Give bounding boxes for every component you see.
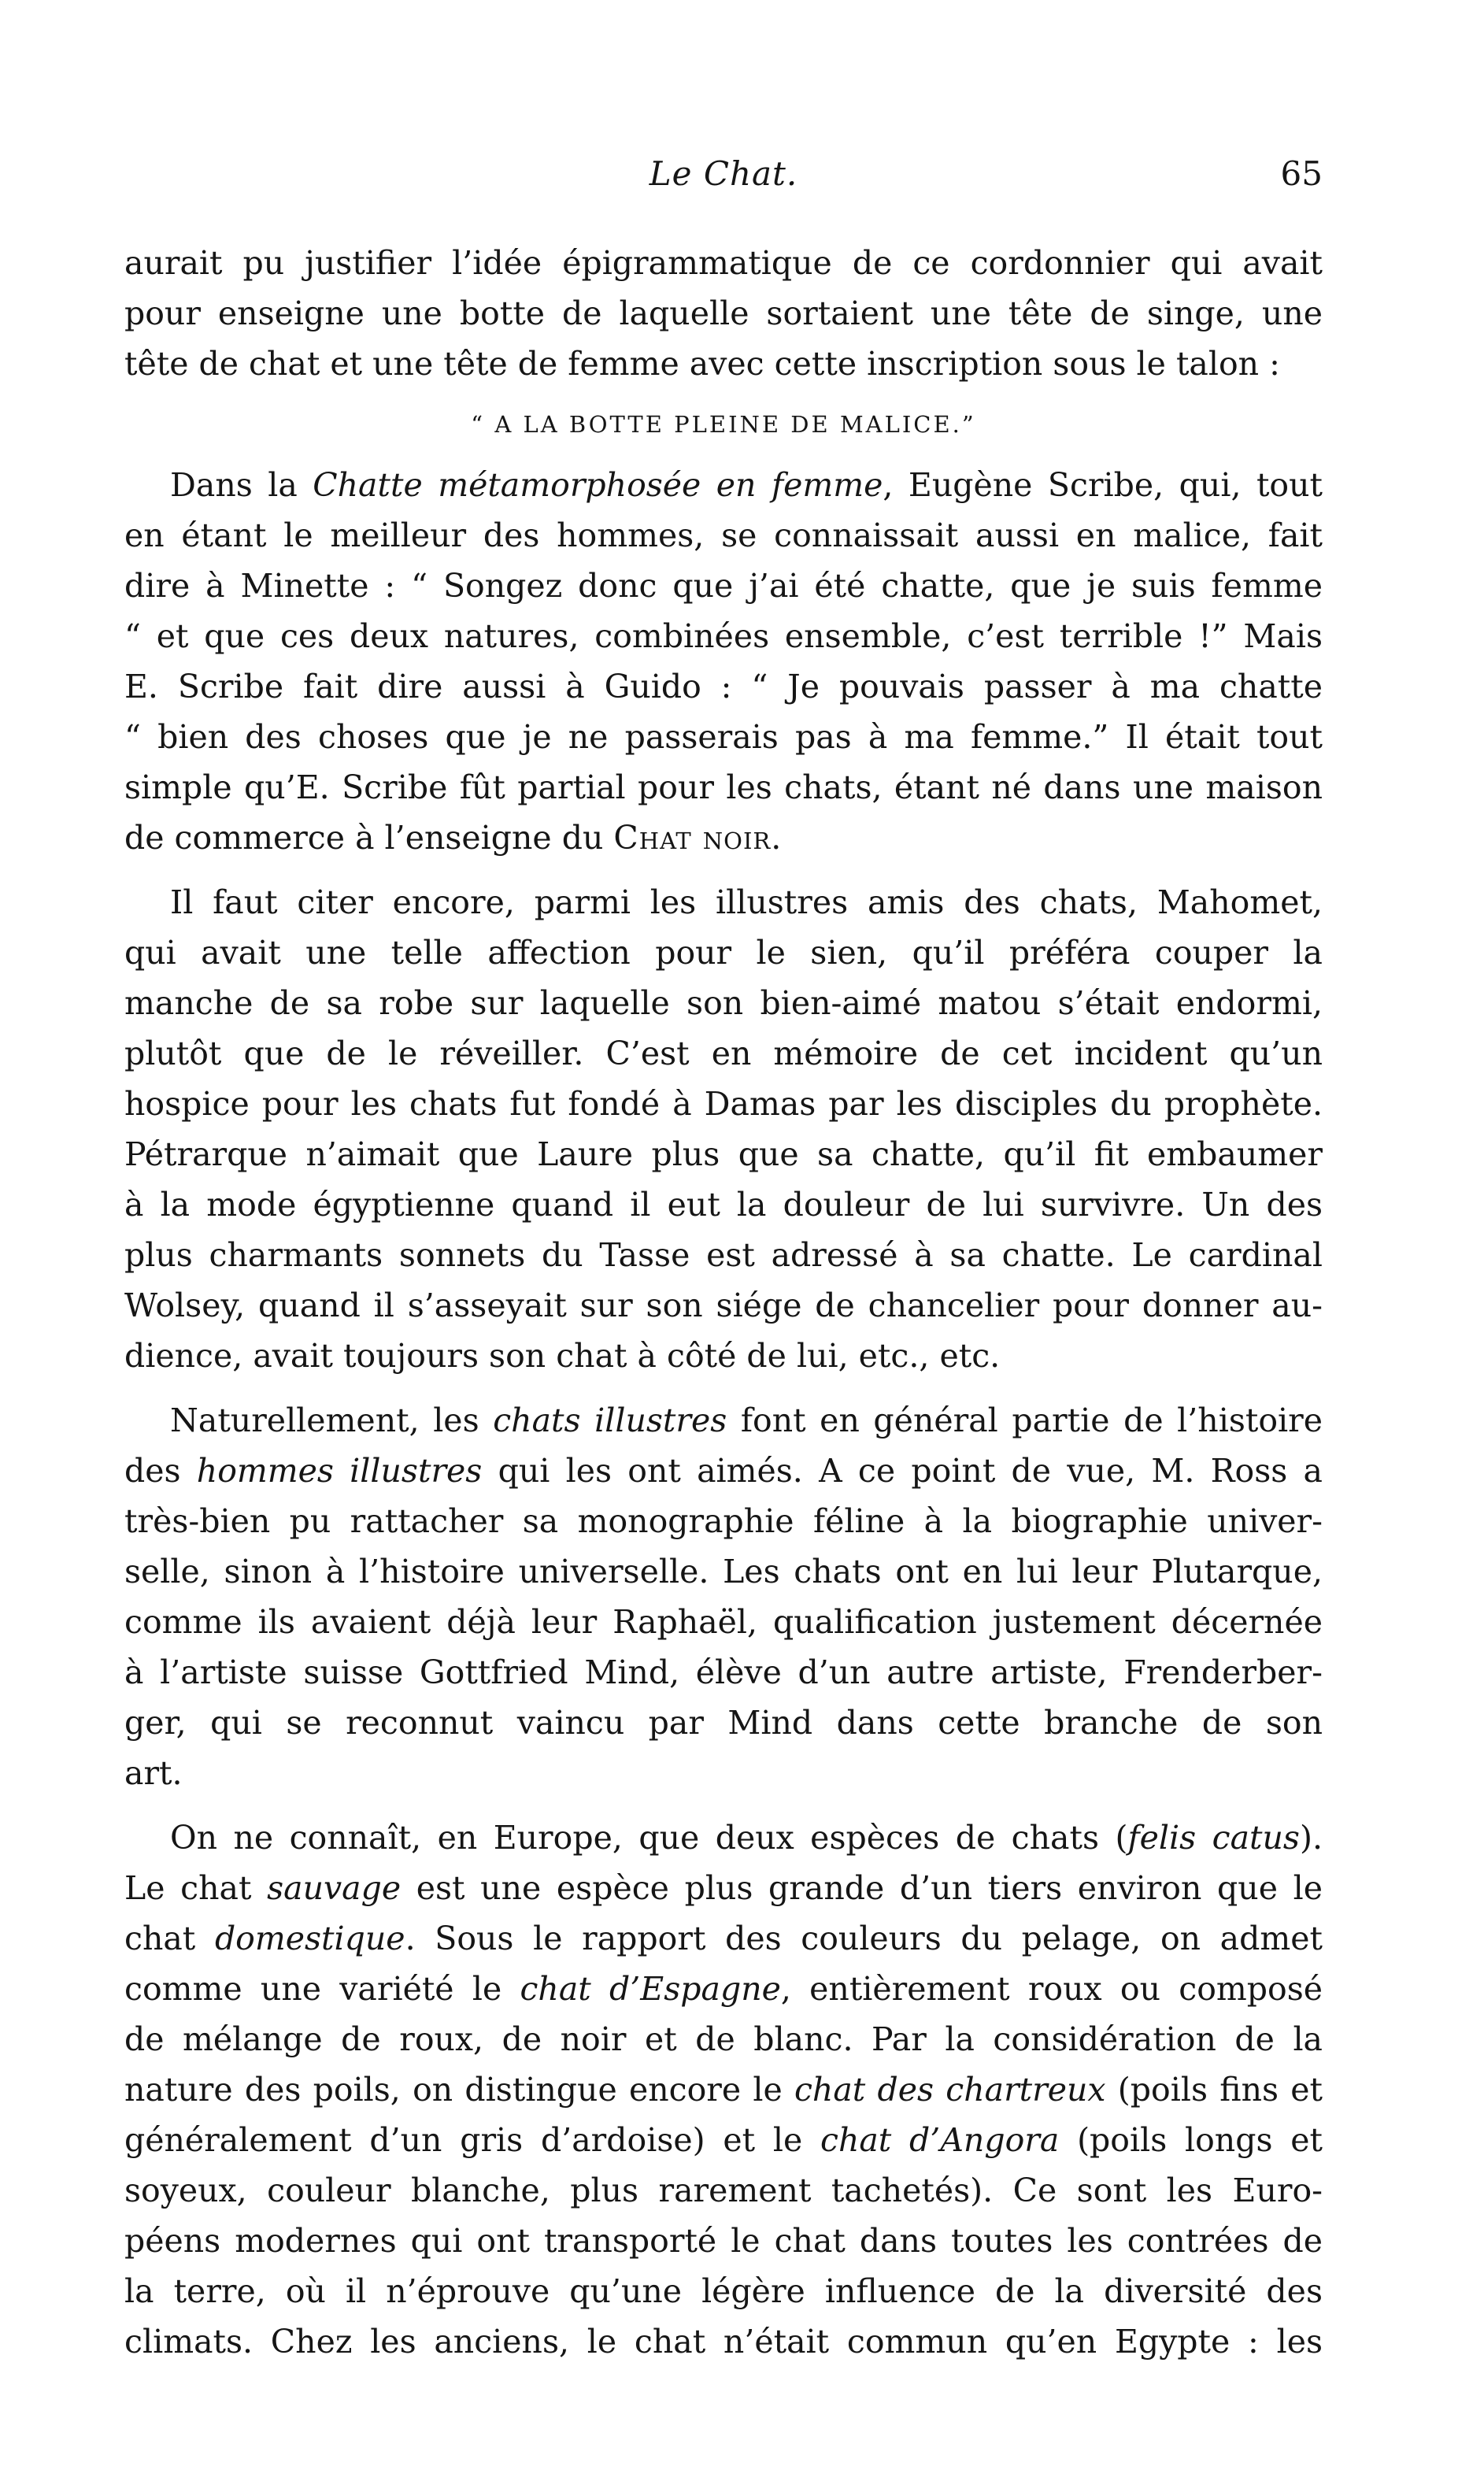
running-title: Le Chat. — [649, 154, 798, 193]
text-line: de mélange de roux, de noir et de blanc. Par la considération de la — [124, 2020, 1323, 2058]
text-run: comme une variété le — [124, 1970, 520, 2008]
text-line: péens modernes qui ont transporté le chat dans toutes les contrées de — [124, 2222, 1323, 2260]
body-text — [124, 238, 1323, 2367]
text-line — [124, 2064, 1323, 2115]
small-caps-sign: Chat noir — [613, 819, 772, 857]
italic-title: Chatte métamorphosée en femme — [313, 466, 883, 504]
text-run: Dans la — [170, 466, 313, 504]
text-run: On ne connaît, en Europe, que deux espèces de chats ( — [170, 1819, 1128, 1857]
paragraph-1 — [124, 238, 1323, 389]
paragraph-gap — [124, 1798, 1323, 1813]
text-line: plutôt que de le réveiller. C’est en mémoire de cet incident qu’un — [124, 1035, 1323, 1072]
text-line: Il faut citer encore, parmi les illustres amis des chats, Mahomet, — [170, 883, 1323, 921]
text-line: aurait pu justifier l’idée épigrammatique de ce cordonnier qui avait — [124, 244, 1323, 282]
text-line: “ bien des choses que je ne passerais pas à ma femme.” Il était tout — [124, 718, 1323, 756]
text-line: dience, avait toujours son chat à côté de lui, etc., etc. — [124, 1337, 1001, 1375]
text-run: nature des poils, on distingue encore le — [124, 2071, 794, 2109]
text-line — [124, 1446, 1323, 1496]
text-line — [124, 1395, 1323, 1446]
text-line: hospice pour les chats fut fondé à Damas par les disciples du prophète. — [124, 1085, 1323, 1123]
text-line: en étant le meilleur des hommes, se connaissait aussi en malice, fait — [124, 517, 1323, 554]
text-line — [124, 813, 1323, 863]
text-line: Pétrarque n’aimait que Laure plus que sa chatte, qu’il fit embaumer — [124, 1135, 1323, 1173]
text-run: . Sous le rapport des couleurs du pelage, on admet — [405, 1920, 1323, 1957]
text-line — [124, 1964, 1323, 2014]
paragraph-gap — [124, 863, 1323, 877]
text-run: (poils longs et — [1059, 2121, 1323, 2159]
italic-term: chat des chartreux — [794, 2071, 1106, 2109]
running-head — [124, 154, 1323, 202]
italic-term: chat d’Angora — [820, 2121, 1060, 2159]
text-line: soyeux, couleur blanche, plus rarement tachetés). Ce sont les Euro- — [124, 2172, 1323, 2209]
text-run: Le chat — [124, 1869, 268, 1907]
text-line: E. Scribe fait dire aussi à Guido : “ Je pouvais passer à ma chatte — [124, 668, 1323, 705]
text-line — [124, 1863, 1323, 1913]
text-line: climats. Chez les anciens, le chat n’était commun qu’en Egypte : les — [124, 2323, 1323, 2361]
italic-term: felis catus — [1127, 1819, 1300, 1857]
text-line: ger, qui se reconnut vaincu par Mind dans cette branche de son — [124, 1704, 1323, 1742]
inscription: “ A LA BOTTE PLEINE DE MALICE.” — [471, 411, 976, 438]
text-run: (poils fins et — [1105, 2071, 1323, 2109]
paragraph-4 — [124, 1395, 1323, 1798]
text-run: des — [124, 1452, 197, 1490]
text-line — [124, 1913, 1323, 1964]
text-run: , entièrement roux ou composé — [780, 1970, 1323, 2008]
text-line: dire à Minette : “ Songez donc que j’ai été chatte, que je suis femme — [124, 567, 1323, 605]
italic-term: domestique — [214, 1920, 405, 1957]
text-run: chat — [124, 1920, 215, 1957]
text-line: Wolsey, quand il s’asseyait sur son siége de chancelier pour donner au- — [124, 1287, 1323, 1324]
text-line: très-bien pu rattacher sa monographie féline à la biographie univer- — [124, 1502, 1323, 1540]
text-line — [124, 2115, 1323, 2165]
text-run: de commerce à l’enseigne du — [124, 819, 614, 857]
italic-phrase: hommes illustres — [196, 1452, 483, 1490]
text-line: à la mode égyptienne quand il eut la douleur de lui survivre. Un des — [124, 1186, 1323, 1224]
text-run: est une espèce plus grande d’un tiers environ que le — [401, 1869, 1323, 1907]
text-line — [124, 460, 1323, 510]
text-line: la terre, où il n’éprouve qu’une légère influence de la diversité des — [124, 2272, 1323, 2310]
text-run: . — [771, 819, 782, 857]
text-run: généralement d’un gris d’ardoise) et le — [124, 2121, 820, 2159]
italic-term: sauvage — [267, 1869, 402, 1907]
text-line: “ et que ces deux natures, combinées ensemble, c’est terrible !” Mais — [124, 617, 1323, 655]
text-line: comme ils avaient déjà leur Raphaël, qualification justement décernée — [124, 1603, 1323, 1641]
paragraph-2 — [124, 460, 1323, 863]
text-run: Naturellement, les — [170, 1402, 494, 1439]
text-line: selle, sinon à l’histoire universelle. Les chats ont en lui leur Plutarque, — [124, 1553, 1323, 1590]
text-line: art. — [124, 1754, 183, 1792]
text-line: plus charmants sonnets du Tasse est adressé à sa chatte. Le cardinal — [124, 1236, 1323, 1274]
text-run: font en général partie de l’histoire — [727, 1402, 1323, 1439]
text-run: ). — [1299, 1819, 1323, 1857]
text-line: simple qu’E. Scribe fût partial pour les chats, étant né dans une maison — [124, 768, 1323, 806]
text-line: qui avait une telle affection pour le sien, qu’il préféra couper la — [124, 934, 1323, 972]
text-run: qui les ont aimés. A ce point de vue, M. Ross a — [482, 1452, 1323, 1490]
paragraph-3 — [124, 877, 1323, 1381]
page-number: 65 — [1280, 154, 1323, 193]
text-line: à l’artiste suisse Gottfried Mind, élève d’un autre artiste, Frenderber- — [124, 1653, 1323, 1691]
paragraph-5 — [124, 1813, 1323, 2367]
text-line: tête de chat et une tête de femme avec cette inscription sous le talon : — [124, 345, 1280, 383]
paragraph-gap — [124, 1381, 1323, 1395]
italic-term: chat d’Espagne — [520, 1970, 781, 2008]
text-run: , Eugène Scribe, qui, tout — [883, 466, 1323, 504]
text-line — [124, 1813, 1323, 1863]
text-line: pour enseigne une botte de laquelle sortaient une tête de singe, une — [124, 294, 1323, 332]
italic-phrase: chats illustres — [493, 1402, 727, 1439]
text-line: manche de sa robe sur laquelle son bien-aimé matou s’était endormi, — [124, 984, 1323, 1022]
